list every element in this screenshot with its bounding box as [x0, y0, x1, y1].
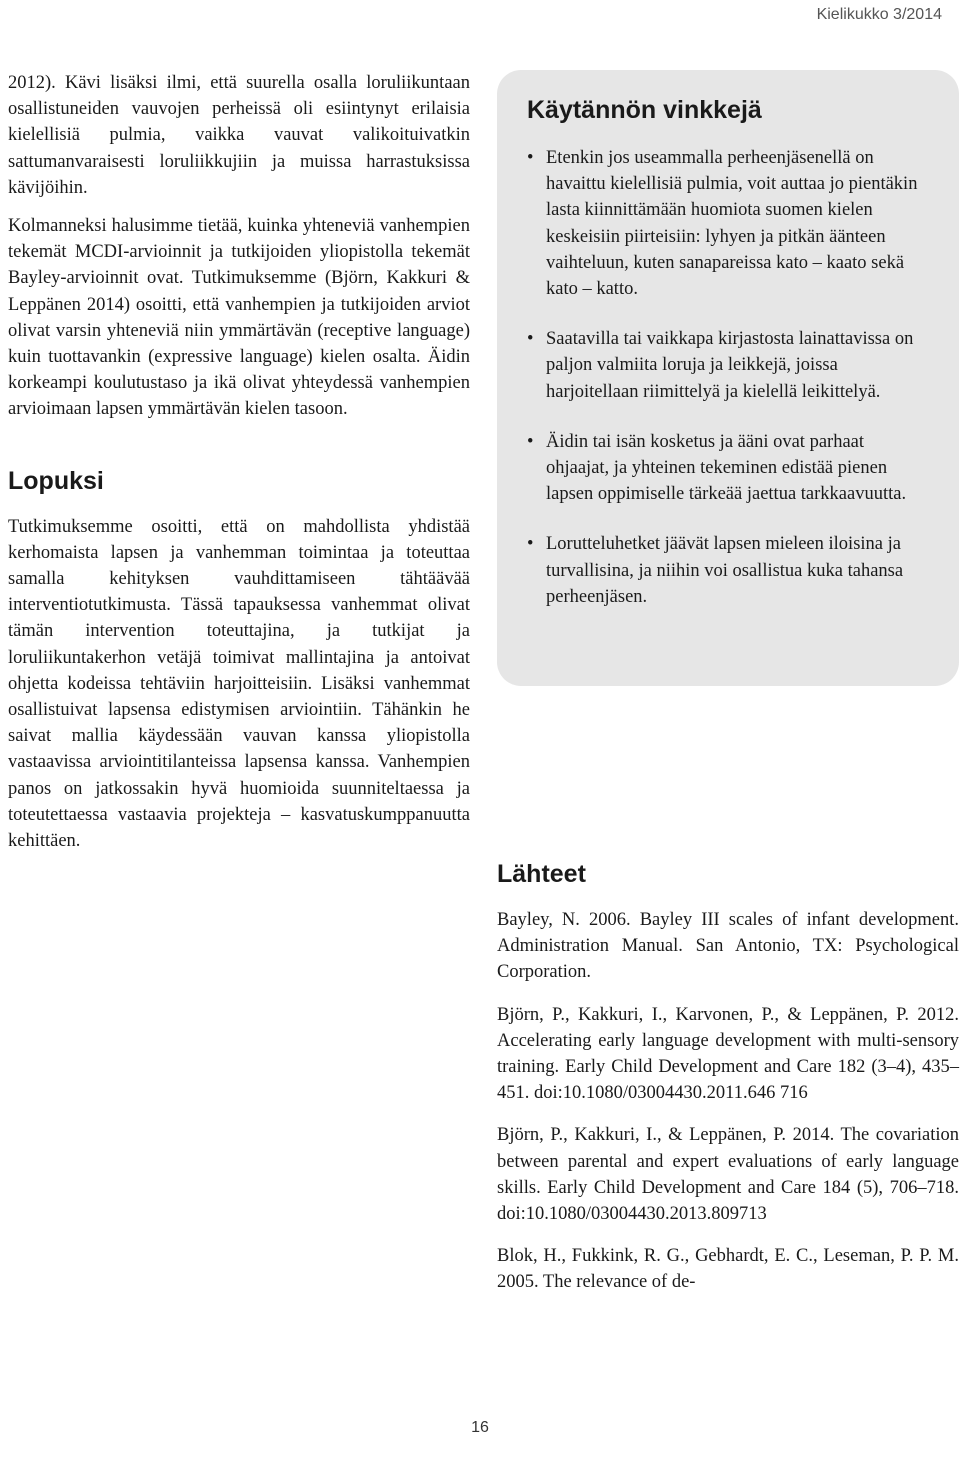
bullet-icon: • — [527, 431, 534, 452]
journal-header: Kielikukko 3/2014 — [816, 6, 942, 23]
section-heading-lahteet: Lähteet — [497, 860, 586, 888]
page-number: 16 — [471, 1419, 489, 1436]
tip-text: Äidin tai isän kosketus ja ääni ovat parhaat ohjaajat, ja yhteinen tekeminen edistää pienen lapsen oppimiselle tärkeää jaettua tarkkaavuutta. — [546, 431, 907, 505]
tip-item — [527, 326, 931, 405]
reference-item: Bayley, N. 2006. Bayley III scales of infant development. Administration Manual. San Antonio, TX: Psychological Corporation. — [497, 910, 959, 983]
reference-item: Björn, P., Kakkuri, I., Karvonen, P., & Leppänen, P. 2012. Accelerating early language development with multi-sensory training. Early Child Development and Care 182 (3–4), 435–451. doi:10.1080/03004430.2011.646 716 — [497, 1004, 959, 1104]
reference-item: Björn, P., Kakkuri, I., & Leppänen, P. 2014. The covariation between parental and expert evaluations of early language skills. Early Child Development and Care 184 (5), 706–718. doi:10.1080/03004430.2013.809713 — [497, 1125, 959, 1225]
section-heading-lopuksi: Lopuksi — [8, 466, 104, 495]
tips-title: Käytännön vinkkejä — [527, 96, 762, 124]
tip-item — [527, 145, 931, 302]
bullet-icon: • — [527, 329, 534, 350]
body-paragraph: 2012). Kävi lisäksi ilmi, että suurella osalla loruliikuntaan osallistuneiden vauvojen perheissä oli esiintynyt erilaisia kielellisiä pulmia, vaikka vauvat valikoituivatkin sattumanvaraisesti loruliikkujiin ja muissa harrastuksissa kävijöihin. — [8, 73, 470, 198]
bullet-icon: • — [527, 534, 534, 555]
left-column — [8, 70, 470, 854]
body-paragraph: Kolmanneksi halusimme tietää, kuinka yhteneviä vanhempien tekemät MCDI-arvioinnit ja tutkijoiden yliopistolla tekemät Bayley-arvioinnit ovat. Tutkimuksemme (Björn, Kakkuri & Leppänen 2014) osoitti, että vanhempien ja tutkijoiden arviot olivat varsin yhteneviä niin ymmärtävän (receptive language) kuin tuottavankin (expressive language) kielen osalta. Äidin korkeampi koulutustaso ja ikä olivat yhteydessä vanhempien arvioimaan lapsen ymmärtävän kielen tasoon. — [8, 216, 470, 420]
right-column — [497, 70, 959, 1312]
tip-text: Lorutteluhetket jäävät lapsen mieleen iloisina ja turvallisina, ja niihin voi osallistua kuka tahansa perheenjäsen. — [546, 534, 904, 607]
bullet-icon: • — [527, 148, 534, 168]
tip-text: Saatavilla tai vaikkapa kirjastosta lainattavissa on paljon valmiita loruja ja leikkejä, joissa harjoitellaan riimittelyä ja kielellä leikittelyä. — [546, 329, 914, 402]
tip-item — [527, 531, 931, 610]
tip-item — [527, 429, 931, 508]
reference-item: Blok, H., Fukkink, R. G., Gebhardt, E. C., Leseman, P. P. M. 2005. The relevance of de- — [497, 1246, 959, 1293]
lopuksi-paragraph: Tutkimuksemme osoitti, että on mahdollista yhdistää kerhomaista lapsen ja vanhemman toimintaa ja toteuttaa samalla kehityksen vauhdittamiseen tähtäävää interventiotutkimusta. Tässä tapauksessa vanhemmat olivat tämän intervention toteuttajina, ja tutkijat ja loruliikuntakerhon vetäjä toimivat mallintajina ja antoivat ohjetta kodeissa tehtäviin harjoitteisiin. Lisäksi vanhemmat osallistuivat lapsensa edistymisen arviointiin. Tähänkin he saivat mallia käydessään vauvan kanssa yliopistolla vastaavissa arviointitilanteissa lapsensa kanssa. Vanhempien panos on jatkossakin hyvä huomioida suunniteltaessa ja toteutettaessa vastaavia projekteja – kasvatuskumppanuutta kehittäen. — [8, 516, 470, 852]
tip-text: Etenkin jos useammalla perheenjäsenellä on havaittu kielellisiä pulmia, voit auttaa jo pientäkin lasta kiinnittämään huomiota suomen kielen keskeisiin piirteisiin: lyhyen ja pitkän äänteen vaihteluun, kuten sanapareissa kato – kaato sekä kato – katto. — [546, 148, 918, 300]
tips-box — [497, 70, 959, 686]
